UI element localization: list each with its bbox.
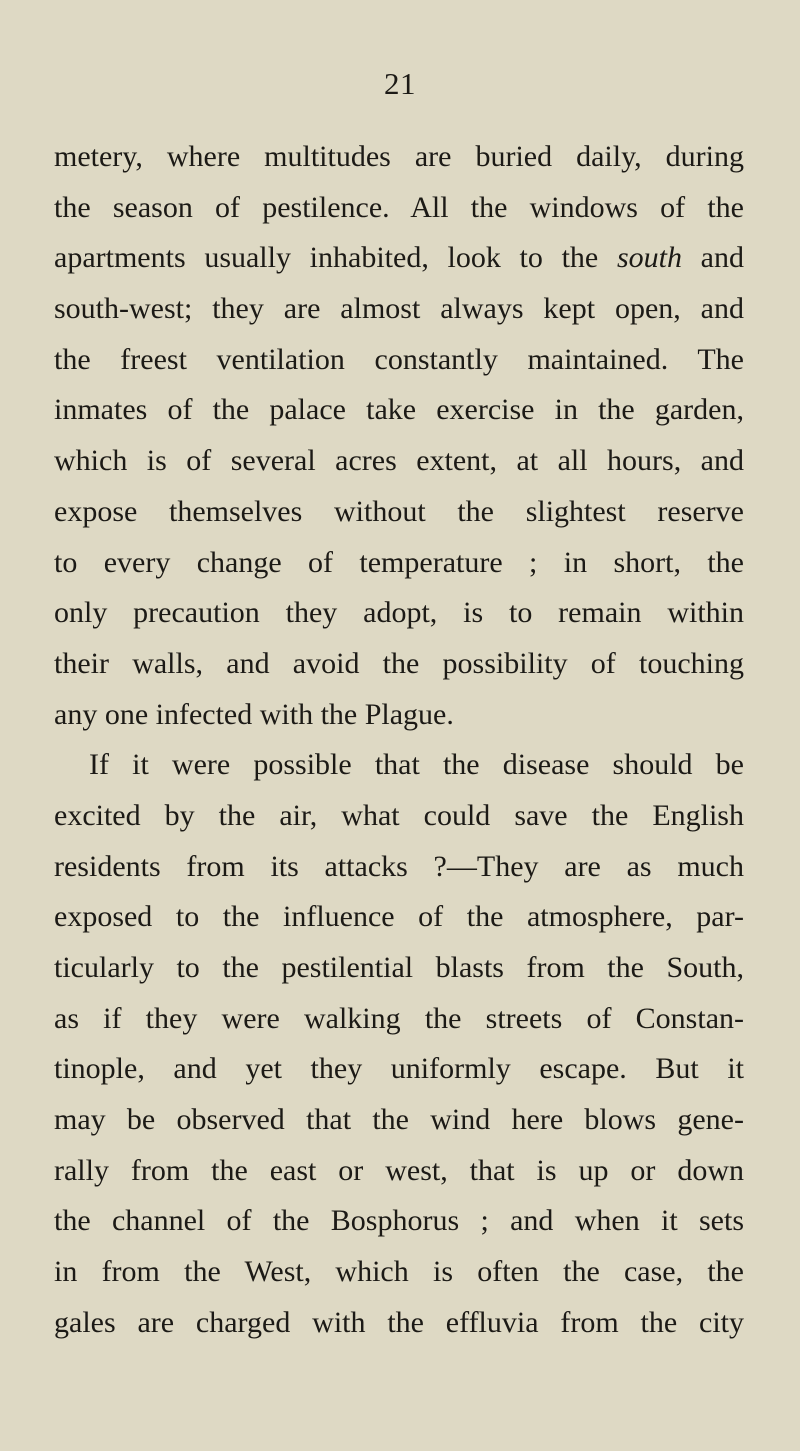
text-line: inmates of the palace take exercise in the garden, xyxy=(54,393,744,427)
text-line: may be observed that the wind here blows gene- xyxy=(54,1103,744,1137)
text-line: the channel of the Bosphorus ; and when it sets xyxy=(54,1204,744,1238)
text-line: tinople, and yet they uniformly escape. But it xyxy=(54,1052,744,1086)
text-line: to every change of temperature ; in short, the xyxy=(54,545,744,579)
text-line: excited by the air, what could save the English xyxy=(54,798,744,832)
text-line: which is of several acres extent, at all hours, and xyxy=(54,444,744,478)
body-text xyxy=(54,132,744,1349)
text-line: the season of pestilence. All the windows of the xyxy=(54,190,744,224)
text-line: as if they were walking the streets of Constan- xyxy=(54,1001,744,1035)
paragraph-start-line: If it were possible that the disease should be xyxy=(89,748,744,782)
text-line: expose themselves without the slightest reserve xyxy=(54,494,744,528)
page-number: 21 xyxy=(384,66,416,101)
text-line: ticularly to the pestilential blasts from the South, xyxy=(54,951,744,984)
text-line: residents from its attacks ?—They are as much xyxy=(54,849,744,883)
text-line: exposed to the influence of the atmosphere, par- xyxy=(54,900,744,934)
paragraph-end-line: any one infected with the Plague. xyxy=(54,697,454,731)
text-run: apartments usually inhabited, look to the xyxy=(54,241,617,275)
italic-word: south xyxy=(616,241,682,275)
text-line: gales are charged with the effluvia from the city xyxy=(54,1305,744,1339)
text-line: in from the West, which is often the case, the xyxy=(54,1255,744,1289)
text-line: only precaution they adopt, is to remain within xyxy=(54,596,744,630)
text-line xyxy=(54,233,744,284)
text-run: and xyxy=(681,241,744,275)
text-line: the freest ventilation constantly maintained. The xyxy=(54,342,744,376)
text-line: south-west; they are almost always kept open, and xyxy=(54,292,744,326)
text-line: their walls, and avoid the possibility of touching xyxy=(54,646,744,680)
text-line: rally from the east or west, that is up or down xyxy=(54,1153,744,1187)
text-line: metery, where multitudes are buried daily, during xyxy=(54,140,744,173)
